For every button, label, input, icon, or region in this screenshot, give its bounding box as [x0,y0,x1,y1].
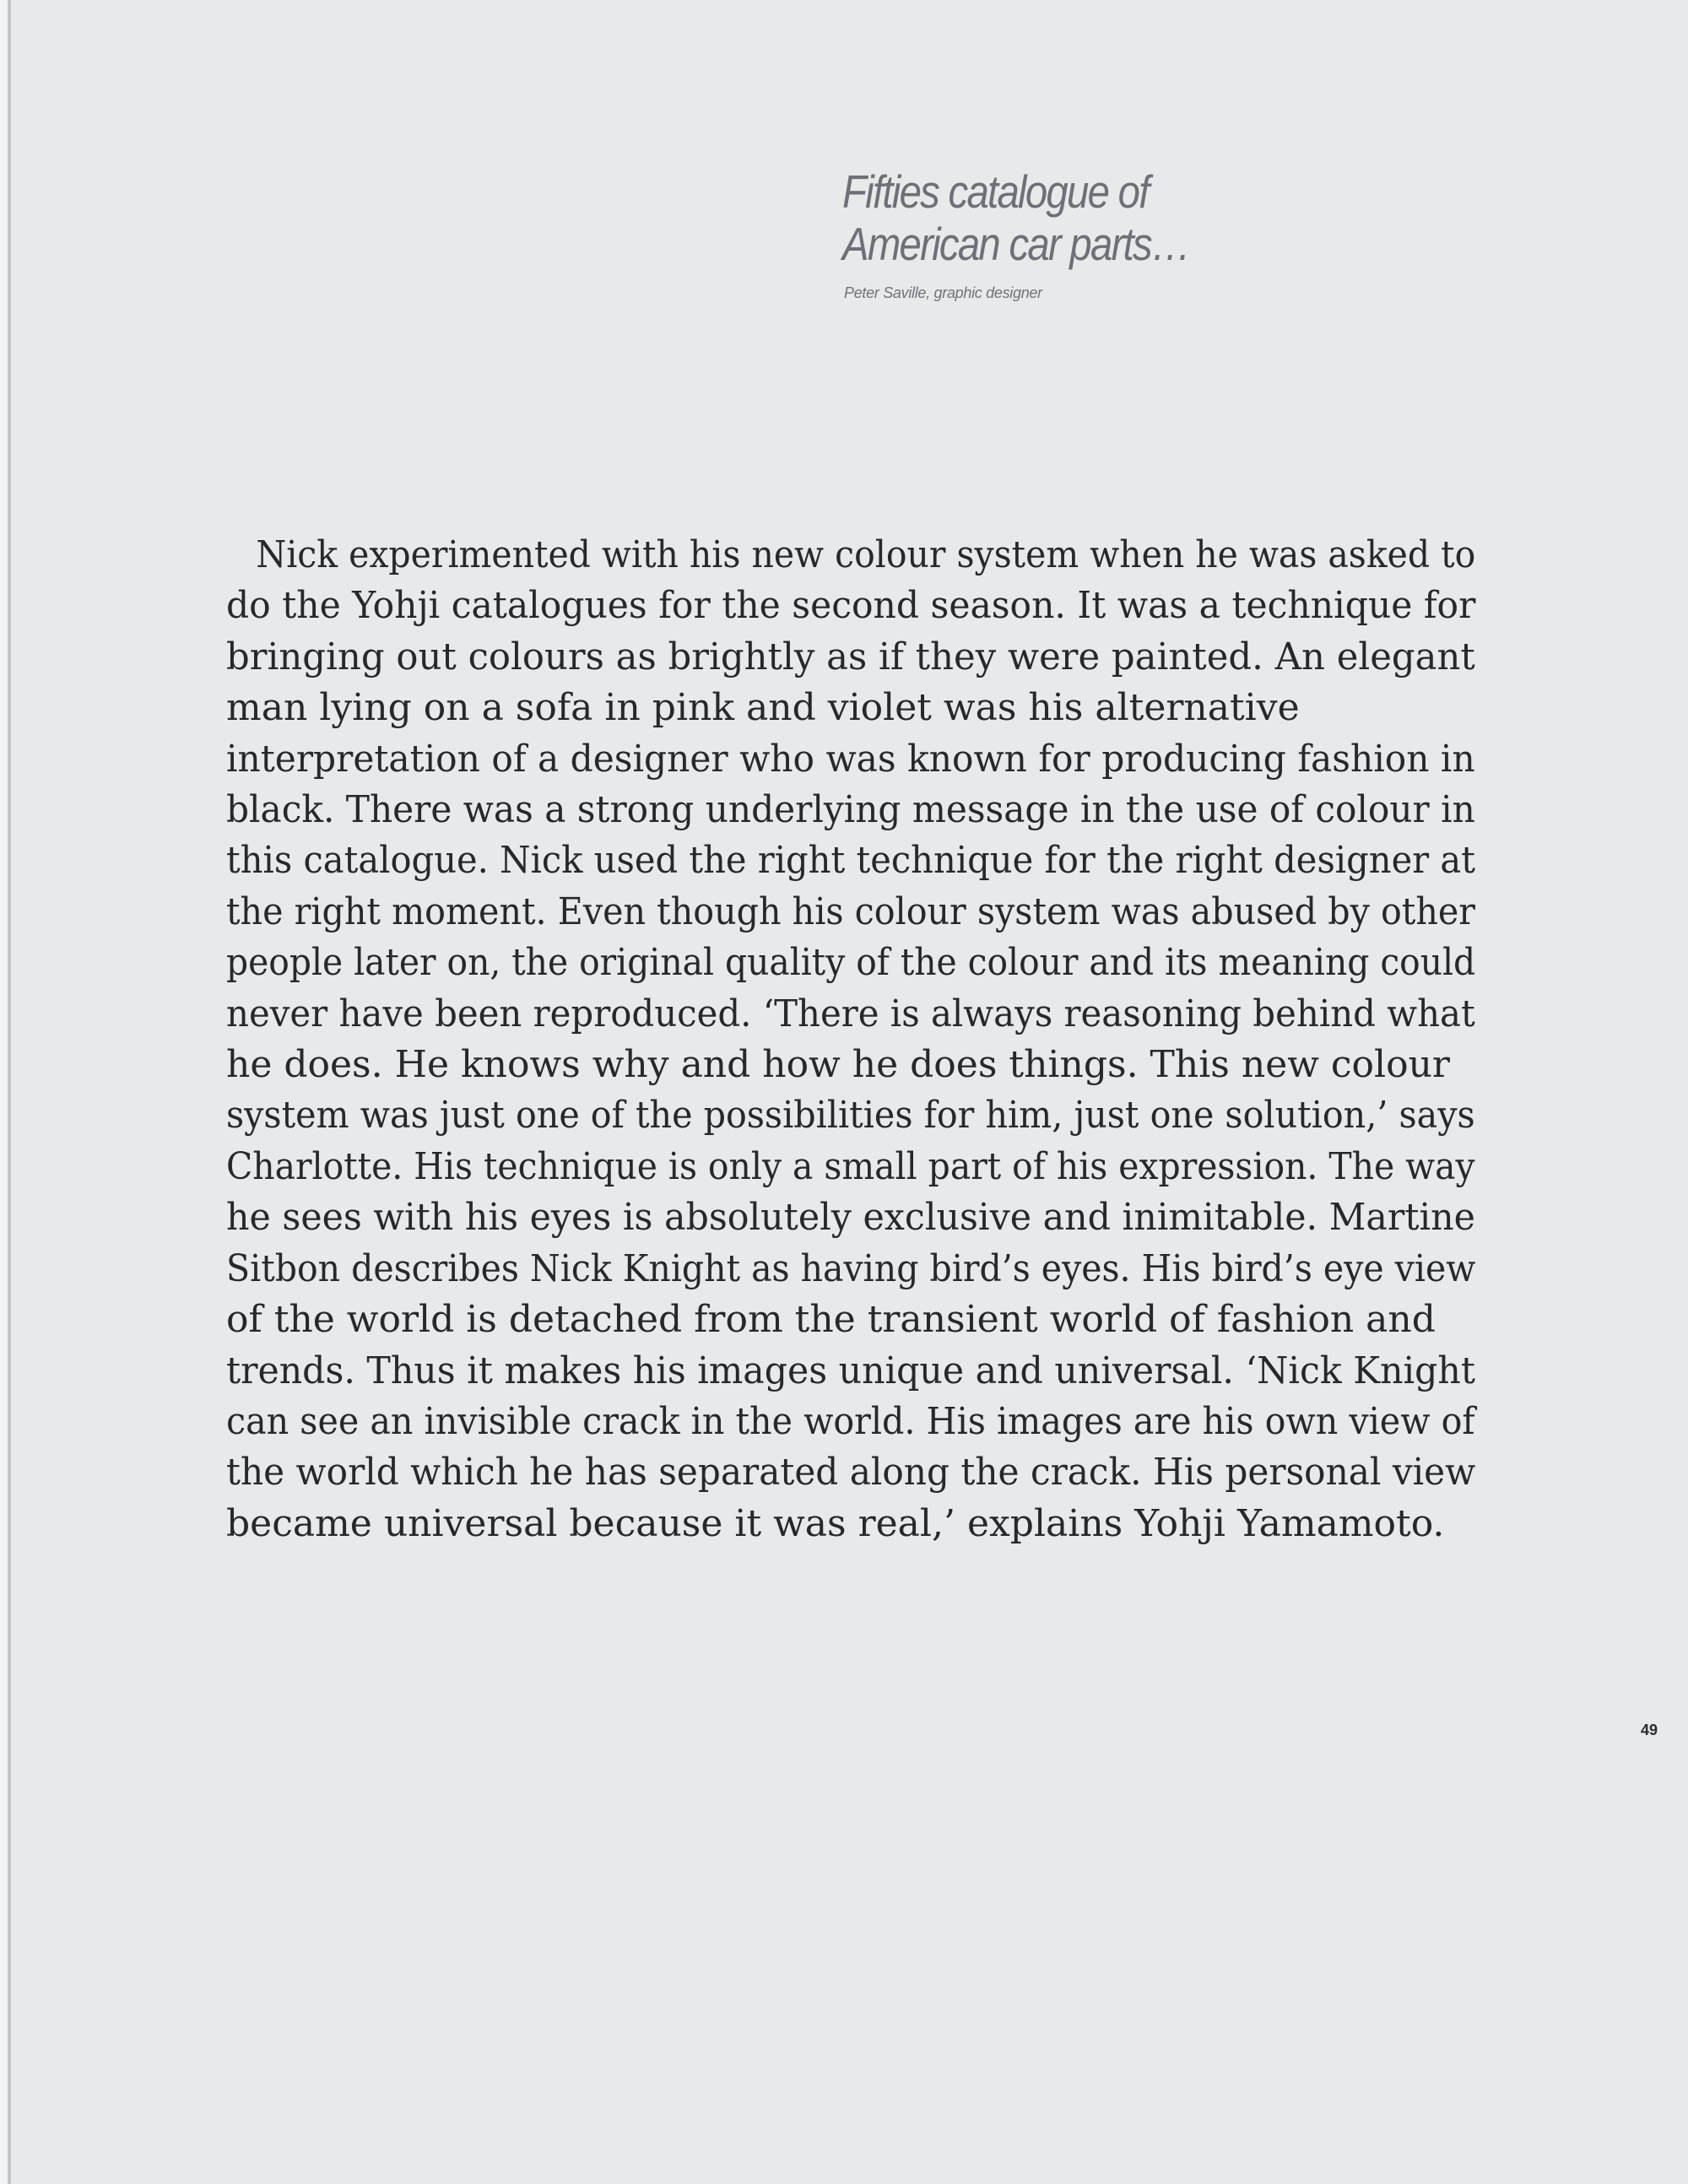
pull-quote-attribution: Peter Saville, graphic designer [844,284,1042,301]
body-line: of the world is detached from the transient world of fashion and [226,1298,1436,1342]
body-line: man lying on a sofa in pink and violet was his alternative [226,686,1300,730]
pull-quote-line-1: Fifties catalogue of [842,165,1149,218]
body-line: system was just one of the possibilities for him, just one solution,’ says [226,1094,1475,1138]
body-line: black. There was a strong underlying message in the use of colour in [226,788,1475,832]
body-line: the right moment. Even though his colour system was abused by other [226,889,1476,933]
body-line: never have been reproduced. ‘There is always reasoning behind what [226,992,1475,1035]
body-line: trends. Thus it makes his images unique and universal. ‘Nick Knight [226,1349,1476,1392]
body-line: Charlotte. His technique is only a small part of his expression. The way [226,1144,1475,1188]
page-binding-edge [0,0,12,2184]
body-line: Sitbon describes Nick Knight as having bird’s eyes. His bird’s eye view [226,1246,1476,1290]
page-number: 49 [1641,1722,1658,1738]
body-line: he sees with his eyes is absolutely exclusive and inimitable. Martine [226,1196,1475,1240]
body-line: bringing out colours as brightly as if they were painted. An elegant [226,635,1475,678]
pull-quote-text [842,165,1350,270]
pull-quote-line-2: American car parts… [842,218,1190,270]
body-line: interpretation of a designer who was known for producing fashion in [226,737,1475,781]
body-line: this catalogue. Nick used the right technique for the right designer at [226,839,1475,883]
pull-quote [842,165,1433,302]
body-line: became universal because it was real,’ explains Yohji Yamamoto. [226,1501,1445,1545]
body-line: he does. He knows why and how he does things. This new colour [226,1043,1450,1087]
body-line: Nick experimented with his new colour system when he was asked to [256,533,1476,576]
body-line: do the Yohji catalogues for the second season. It was a technique for [226,584,1476,628]
body-line: people later on, the original quality of the colour and its meaning could [226,941,1476,985]
body-paragraph [226,530,1475,1549]
body-line: the world which he has separated along the crack. His personal view [226,1451,1476,1495]
body-line: can see an invisible crack in the world. His images are his own view of [226,1399,1475,1443]
